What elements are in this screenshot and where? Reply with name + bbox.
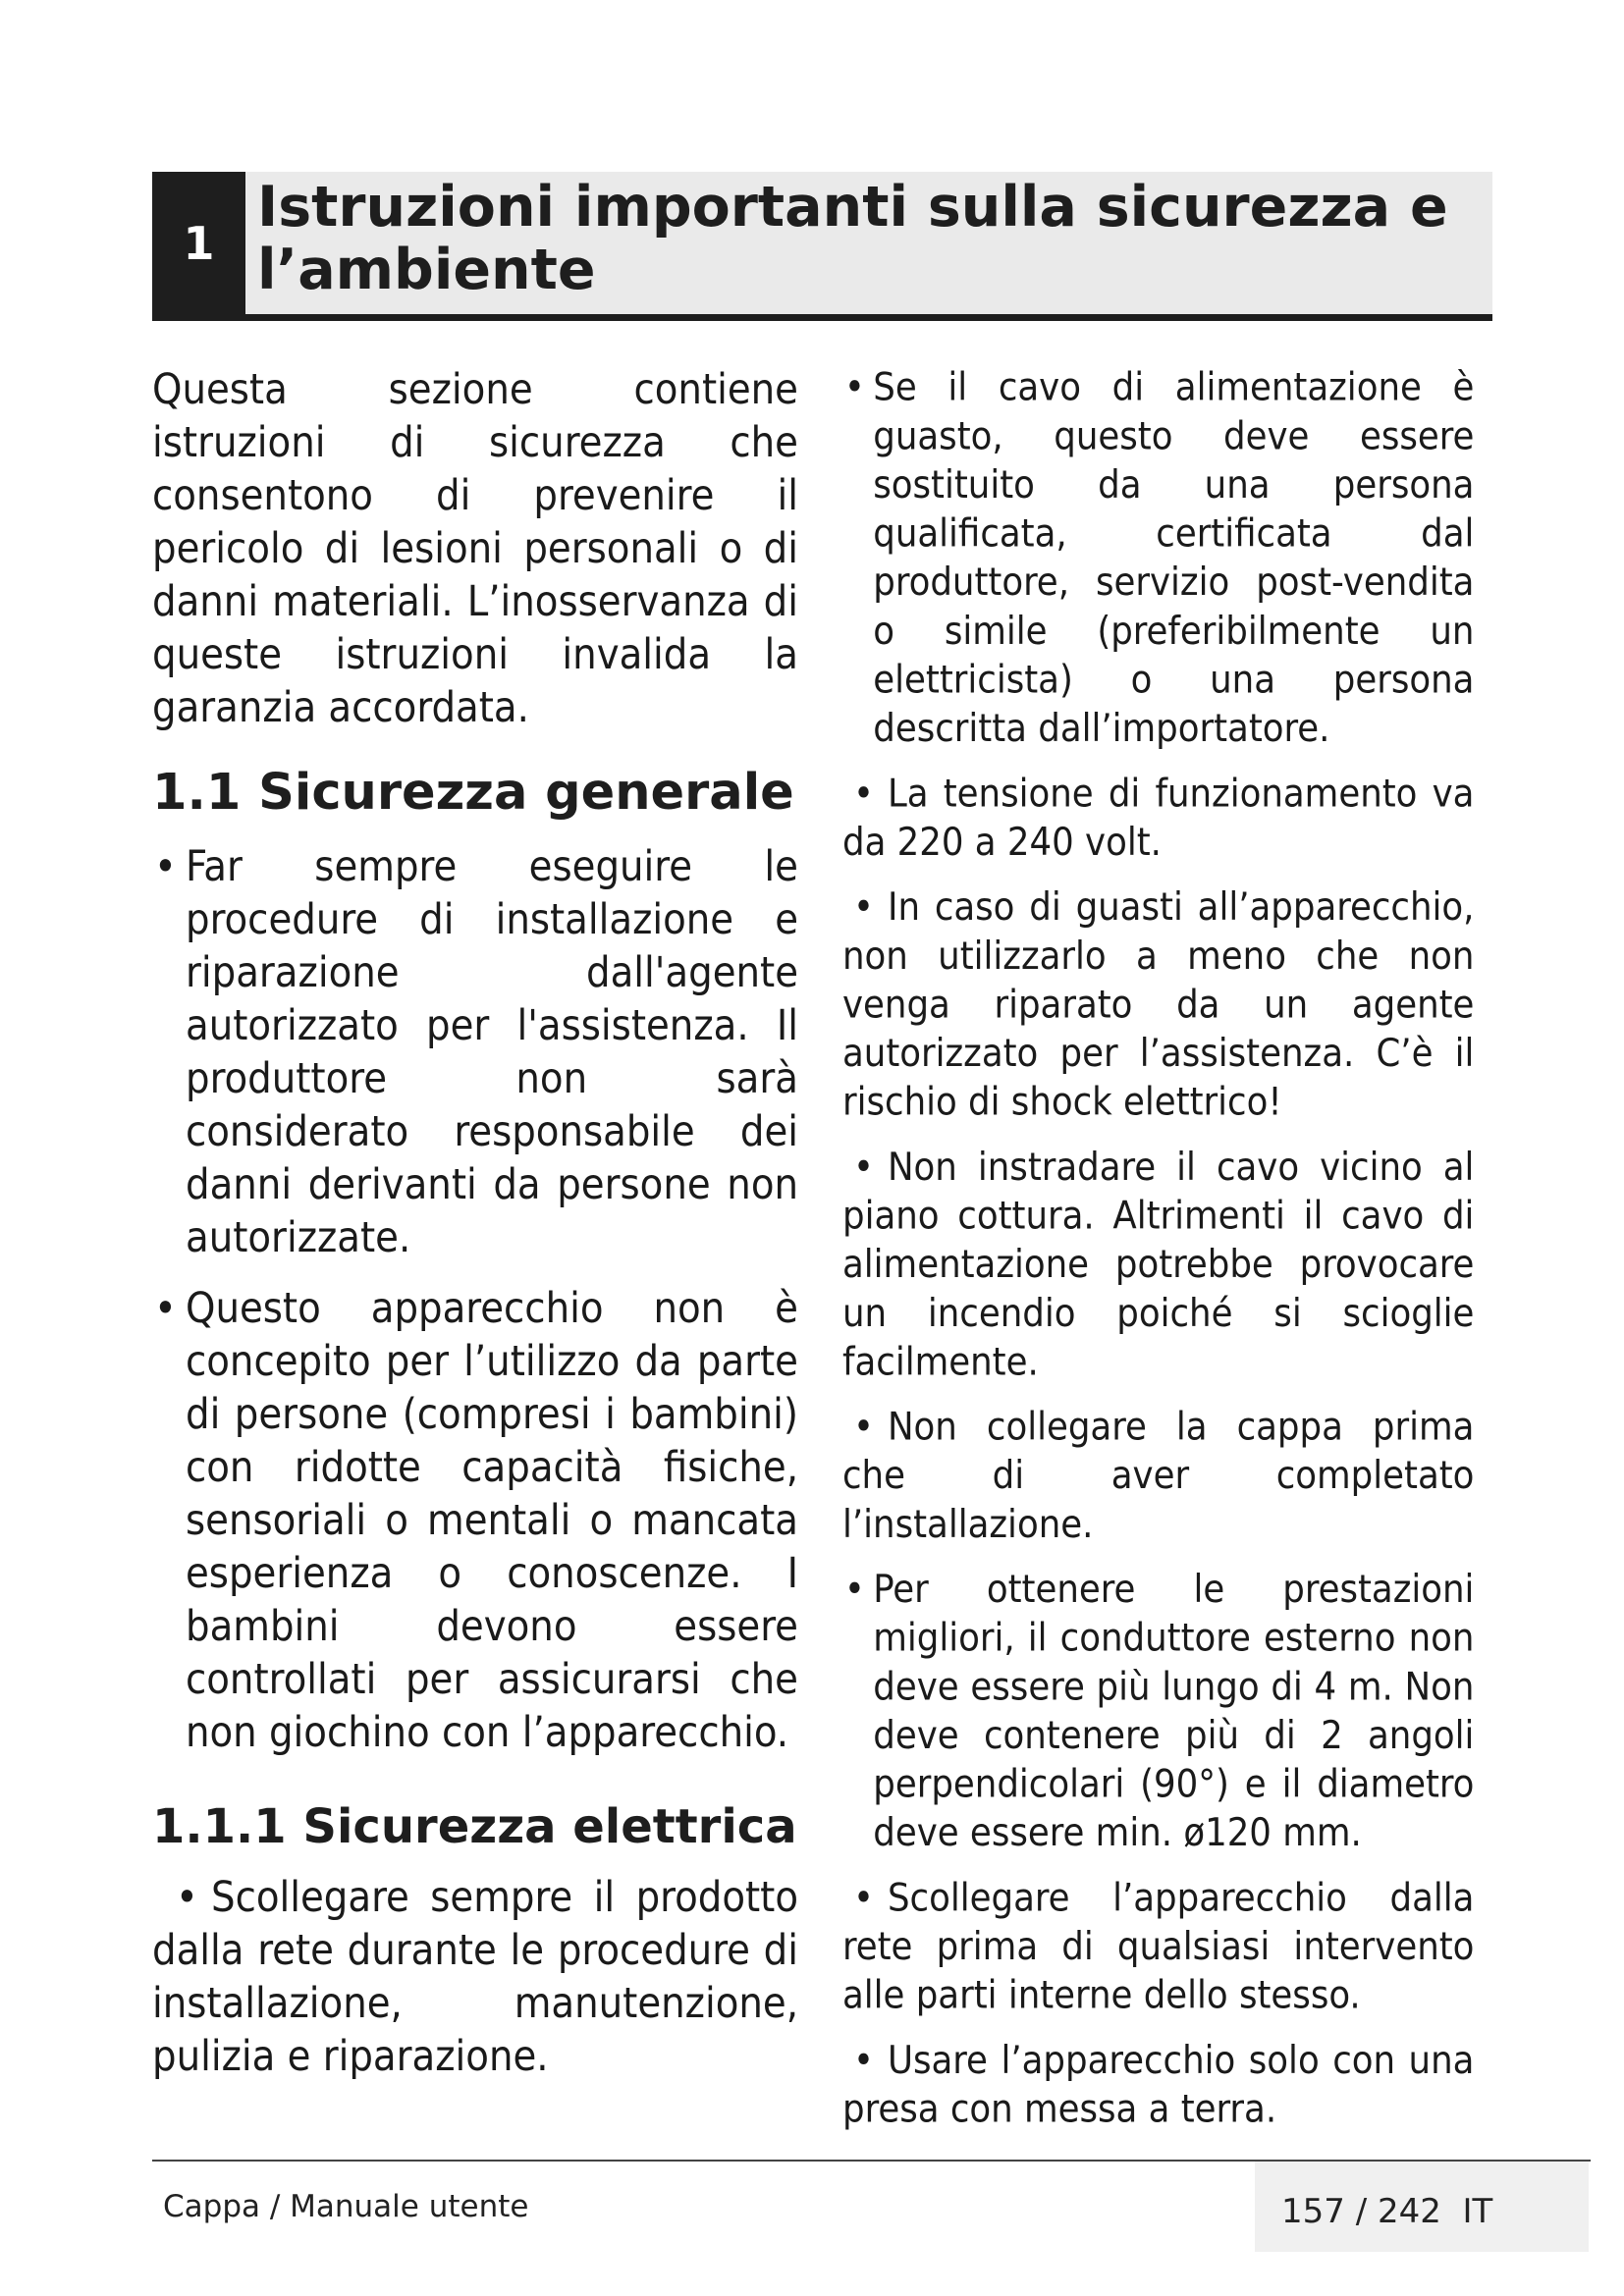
bullet-icon: • (853, 1145, 875, 1190)
list-item-text: Scollegare l’apparecchio dalla rete prima di qualsiasi intervento alle parti interne dello stesso. (842, 1875, 1475, 2018)
bullet-icon: • (853, 2038, 875, 2083)
list-item-text: Scollegare sempre il prodotto dalla rete durante le procedure di installazione, manutenzione, pulizia e riparazione. (152, 1873, 798, 2081)
right-column (842, 363, 1474, 2150)
page-count: 157 / 242 (1281, 2192, 1441, 2231)
list-item (842, 2036, 1474, 2133)
list-item (842, 1143, 1474, 1386)
list-item: • Se il cavo di alimentazione è guasto, questo deve essere sostituito da una persona qualificata, certificata dal produttore, servizio post-vendita o simile (preferibilmente un elettricista) o una persona descritta dall’importatore. (842, 363, 1474, 753)
footer-page-number (1281, 2192, 1492, 2231)
left-column (152, 363, 798, 2101)
electrical-safety-list-continued (842, 363, 1474, 2133)
electrical-safety-list (152, 1871, 798, 2083)
language-code: IT (1462, 2192, 1493, 2231)
list-item-text: La tensione di funzionamento va da 220 a 240 volt. (842, 771, 1475, 866)
list-item-text: Usare l’apparecchio solo con una presa con messa a terra. (842, 2038, 1475, 2132)
list-item (842, 882, 1474, 1126)
bullet-icon: • (176, 1873, 198, 1922)
list-item: • Far sempre eseguire le procedure di installazione e riparazione dall'agente autorizzato per l'assistenza. Il produttore non sarà considerato responsabile dei danni derivanti da persone non autorizzate. (152, 840, 798, 1264)
list-item-text: In caso di guasti all’apparecchio, non utilizzarlo a meno che non venga riparato da un agente autorizzato per l’assistenza. C’è il rischio di shock elettrico! (842, 884, 1475, 1125)
list-item (842, 1403, 1474, 1549)
chapter-header (152, 172, 1492, 314)
list-item (842, 770, 1474, 867)
list-item-text: Non collegare la cappa prima che di aver completato l’installazione. (842, 1404, 1475, 1547)
chapter-rule (152, 314, 1492, 321)
chapter-title: Istruzioni importanti sulla sicurezza e l’ambiente (257, 175, 1448, 302)
footer-document-title: Cappa / Manuale utente (163, 2189, 529, 2224)
bullet-icon: • (853, 1875, 875, 1921)
list-item (152, 1871, 798, 2083)
section-heading-electrical: 1.1.1 Sicurezza elettrica (152, 1799, 797, 1854)
chapter-number: 1 (152, 172, 245, 314)
section-heading-general: 1.1 Sicurezza generale (152, 764, 794, 822)
bullet-icon: • (853, 771, 875, 817)
intro-paragraph: Questa sezione contiene istruzioni di sicurezza che consentono di prevenire il pericolo di lesioni personali o di danni materiali. L’inosservanza di queste istruzioni invalida la garanzia accordata. (152, 365, 798, 732)
list-item: • Questo apparecchio non è concepito per l’utilizzo da parte di persone (compresi i bambini) con ridotte capacità fisiche, sensoriali o mentali o mancata esperienza o conoscenze. I bambini devono essere controllati per assicurarsi che non giochino con l’apparecchio. (152, 1282, 798, 1759)
list-item-text: Non instradare il cavo vicino al piano cottura. Altrimenti il cavo di alimentazione potrebbe provocare un incendio poiché si scioglie facilmente. (842, 1145, 1475, 1385)
list-item: • Per ottenere le prestazioni migliori, il conduttore esterno non deve essere più lungo di 4 m. Non deve contenere più di 2 angoli perpendicolari (90°) e il diametro deve essere min. ø120 mm. (842, 1565, 1474, 1857)
general-safety-list (152, 840, 798, 1759)
bullet-icon: • (853, 1404, 875, 1450)
bullet-icon: • (853, 884, 875, 931)
list-item (842, 1874, 1474, 2020)
